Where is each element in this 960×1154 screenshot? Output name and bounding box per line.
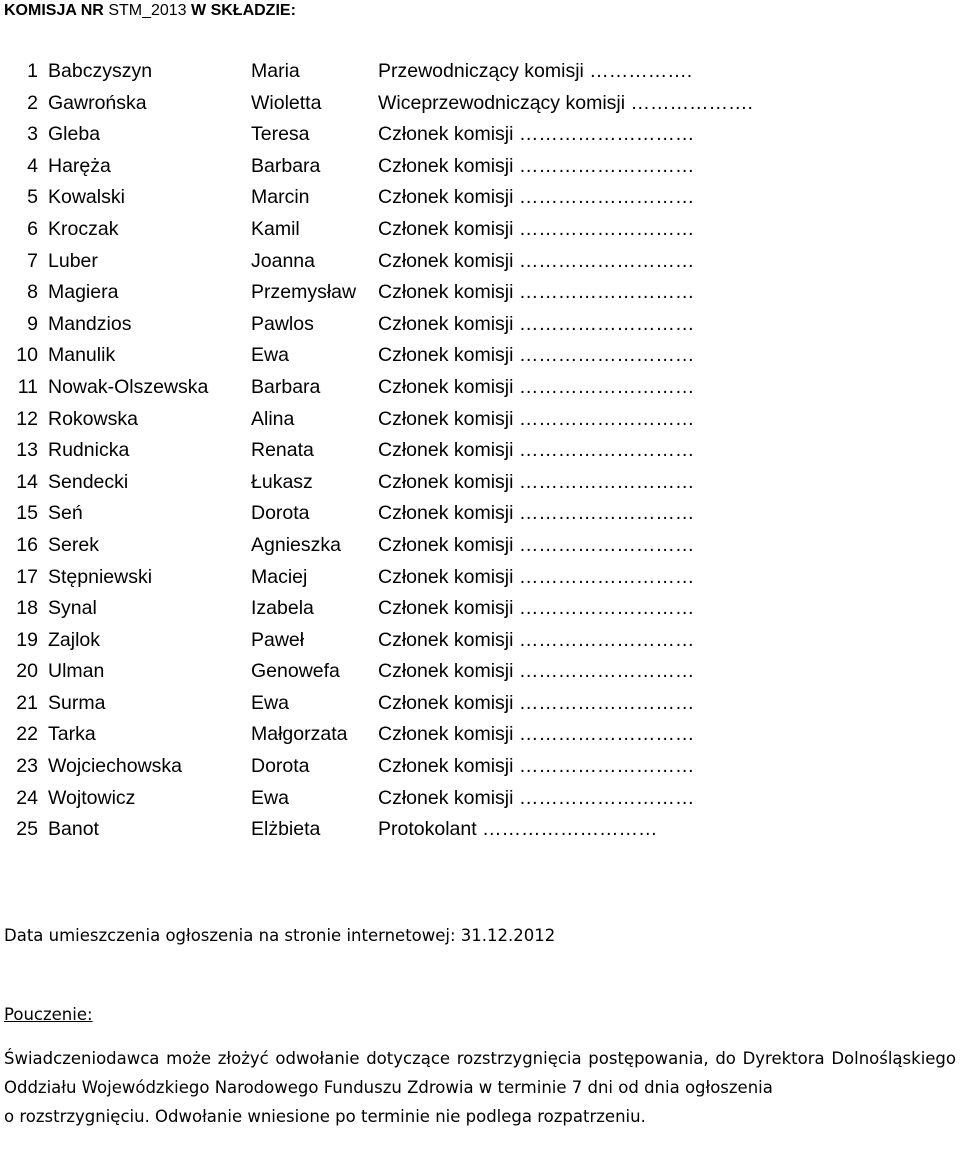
member-row — [0, 214, 960, 246]
member-row — [0, 340, 960, 372]
member-first-name: Barbara — [251, 154, 321, 177]
member-number: 4 — [27, 154, 38, 177]
member-row — [0, 656, 960, 688]
member-surname: Manulik — [48, 344, 116, 367]
member-surname: Rokowska — [48, 407, 138, 430]
member-role: Członek komisji ……………………… — [378, 154, 695, 177]
member-number: 5 — [27, 186, 38, 209]
member-first-name: Wioletta — [251, 91, 322, 114]
member-surname: Rudnicka — [48, 439, 130, 462]
member-surname: Sendecki — [48, 470, 129, 493]
member-first-name: Marcin — [251, 186, 310, 209]
member-first-name: Łukasz — [251, 470, 313, 493]
member-number: 12 — [16, 407, 38, 430]
member-row — [0, 246, 960, 278]
member-surname: Gawrońska — [48, 91, 147, 114]
member-first-name: Ewa — [251, 786, 289, 809]
member-first-name: Małgorzata — [251, 723, 348, 746]
committee-heading — [4, 0, 296, 22]
member-role: Członek komisji ……………………… — [378, 755, 695, 778]
member-surname: Luber — [48, 249, 98, 272]
instruction-paragraph: Świadczeniodawca może złożyć odwołanie dotyczące rozstrzygnięcia postępowania, do Dyrektora Dolnośląskiego Oddziału Wojewódzkiego Narodowego Funduszu Zdrowia w terminie 7 dni od dnia ogłoszenia — [4, 1049, 956, 1097]
member-row — [0, 625, 960, 657]
member-first-name: Dorota — [251, 755, 310, 778]
member-row — [0, 151, 960, 183]
member-first-name: Alina — [251, 407, 295, 430]
member-row — [0, 467, 960, 499]
member-number: 6 — [27, 217, 38, 240]
member-number: 19 — [16, 628, 38, 651]
member-role: Członek komisji ……………………… — [378, 597, 695, 620]
member-role: Przewodniczący komisji ……………. — [378, 60, 693, 82]
member-surname: Magiera — [48, 281, 119, 304]
member-row — [0, 562, 960, 594]
member-surname: Gleba — [48, 123, 101, 146]
member-role: Członek komisji ……………………… — [378, 660, 695, 683]
member-first-name: Kamil — [251, 217, 300, 240]
member-role: Członek komisji ……………………… — [378, 470, 695, 493]
member-first-name: Paweł — [251, 628, 305, 651]
member-surname: Haręża — [48, 154, 111, 177]
member-first-name: Maciej — [251, 565, 308, 588]
member-number: 16 — [16, 533, 38, 556]
member-surname: Serek — [48, 533, 99, 556]
member-row — [0, 783, 960, 815]
member-row — [0, 404, 960, 436]
member-first-name: Dorota — [251, 502, 310, 525]
member-role: Wiceprzewodniczący komisji ………………. — [378, 91, 753, 114]
instruction-paragraph: o rozstrzygnięciu. Odwołanie wniesione po terminie nie podlega rozpatrzeniu. — [4, 1107, 646, 1126]
member-surname: Synal — [48, 597, 97, 620]
instruction-body — [4, 1044, 956, 1131]
member-role: Członek komisji ……………………… — [378, 217, 695, 240]
member-surname: Wojciechowska — [48, 755, 183, 778]
member-row — [0, 719, 960, 751]
member-first-name: Genowefa — [251, 660, 340, 683]
member-row — [0, 814, 960, 846]
member-number: 18 — [16, 597, 38, 620]
member-role: Członek komisji ……………………… — [378, 786, 695, 809]
member-first-name: Ewa — [251, 691, 289, 714]
member-surname: Mandzios — [48, 312, 132, 335]
member-first-name: Maria — [251, 60, 300, 82]
member-number: 23 — [16, 755, 38, 778]
member-role: Członek komisji ……………………… — [378, 123, 695, 146]
member-number: 7 — [27, 249, 38, 272]
member-row — [0, 530, 960, 562]
member-surname: Kowalski — [48, 186, 125, 209]
instruction-title: Pouczenie: — [4, 1005, 93, 1024]
member-first-name: Joanna — [251, 249, 315, 272]
member-row — [0, 277, 960, 309]
publication-date-line: Data umieszczenia ogłoszenia na stronie internetowej: 31.12.2012 — [4, 926, 556, 945]
member-first-name: Izabela — [251, 597, 314, 620]
member-role: Członek komisji ……………………… — [378, 565, 695, 588]
member-number: 22 — [16, 723, 38, 746]
member-surname: Stępniewski — [48, 565, 153, 588]
member-row — [0, 751, 960, 783]
member-number: 2 — [27, 91, 38, 114]
member-surname: Seń — [48, 502, 83, 525]
member-role: Członek komisji ……………………… — [378, 312, 695, 335]
member-first-name: Elżbieta — [251, 818, 321, 841]
member-surname: Tarka — [48, 723, 96, 746]
member-surname: Banot — [48, 818, 99, 841]
member-row — [0, 309, 960, 341]
member-role: Członek komisji ……………………… — [378, 502, 695, 525]
heading-suffix: W SKŁADZIE: — [186, 2, 296, 19]
member-role: Członek komisji ……………………… — [378, 691, 695, 714]
member-first-name: Pawlos — [251, 312, 314, 335]
member-number: 10 — [16, 344, 38, 367]
member-surname: Wojtowicz — [48, 786, 136, 809]
member-surname: Ulman — [48, 660, 105, 683]
member-number: 1 — [27, 60, 38, 82]
member-row — [0, 498, 960, 530]
member-row — [0, 56, 960, 88]
member-role: Członek komisji ……………………… — [378, 186, 695, 209]
member-role: Protokolant ……………………… — [378, 818, 658, 841]
member-number: 20 — [16, 660, 38, 683]
member-surname: Nowak-Olszewska — [48, 375, 209, 398]
member-number: 3 — [27, 123, 38, 146]
member-surname: Surma — [48, 691, 106, 714]
member-row — [0, 688, 960, 720]
heading-prefix: KOMISJA NR — [4, 2, 109, 19]
member-number: 14 — [16, 470, 38, 493]
member-number: 21 — [16, 691, 38, 714]
member-role: Członek komisji ……………………… — [378, 533, 695, 556]
member-first-name: Teresa — [251, 123, 310, 146]
member-role: Członek komisji ……………………… — [378, 375, 695, 398]
member-number: 15 — [16, 502, 38, 525]
member-first-name: Renata — [251, 439, 314, 462]
member-number: 25 — [16, 818, 38, 841]
member-number: 8 — [27, 281, 38, 304]
member-number: 17 — [16, 565, 38, 588]
member-first-name: Przemysław — [251, 281, 357, 304]
member-number: 24 — [16, 786, 38, 809]
member-surname: Kroczak — [48, 217, 119, 240]
member-first-name: Agnieszka — [251, 533, 341, 556]
member-row — [0, 593, 960, 625]
member-number: 9 — [27, 312, 38, 335]
member-role: Członek komisji ……………………… — [378, 439, 695, 462]
member-surname: Babczyszyn — [48, 60, 153, 82]
member-role: Członek komisji ……………………… — [378, 249, 695, 272]
member-row — [0, 88, 960, 120]
member-role: Członek komisji ……………………… — [378, 723, 695, 746]
member-role: Członek komisji ……………………… — [378, 344, 695, 367]
member-role: Członek komisji ……………………… — [378, 281, 695, 304]
member-row — [0, 372, 960, 404]
members-list — [0, 56, 960, 846]
member-row — [0, 182, 960, 214]
member-role: Członek komisji ……………………… — [378, 628, 695, 651]
member-surname: Zajlok — [48, 628, 101, 651]
member-first-name: Barbara — [251, 375, 321, 398]
member-row — [0, 119, 960, 151]
member-row — [0, 435, 960, 467]
member-number: 11 — [17, 375, 38, 398]
member-first-name: Ewa — [251, 344, 289, 367]
member-number: 13 — [16, 439, 38, 462]
committee-code: STM_2013 — [108, 2, 187, 19]
member-role: Członek komisji ……………………… — [378, 407, 695, 430]
